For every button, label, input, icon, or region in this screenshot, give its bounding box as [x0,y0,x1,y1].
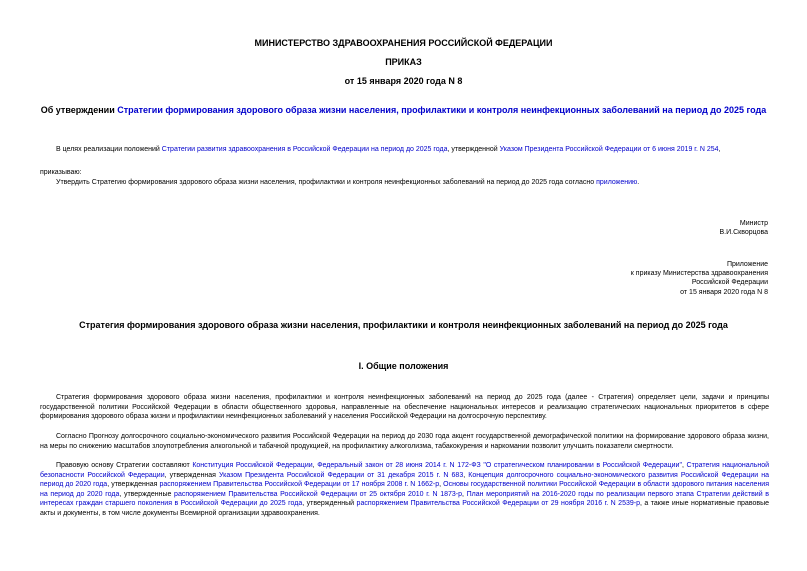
action-plan-link[interactable]: План мероприятий на 2016-2020 годы по реализации первого этапа Стратегии действий в интересах граждан старшего поколения в Российской Федерации до 2025 года [40,490,770,508]
paragraph-2: Согласно Прогнозу долгосрочного социально-экономического развития Российской Федерации на период до 2030 года акцент государственной демографической политики на формирование здорового образа жизни, на меры по снижению масштабов злоупотребления алкогольной и табачной продукцией, на профилактику алкоголизма, табакокурения и наркомании позволит улучшить показатели смертности. [40,433,769,450]
nutrition-policy-link[interactable]: Основы государственной политики Российской Федерации в области здорового питания населения на период до 2020 года [40,481,770,498]
order-text-end: . [637,179,640,186]
health-strategy-link[interactable]: Стратегии развития здравоохранения в Российской Федерации на период до 2025 года [161,146,448,153]
p3-text-8: , утвержденные [119,490,175,498]
p3-text-10: , утвержденный [302,500,357,508]
p3-text-2: , [312,462,318,469]
order-text-body: Утвердить Стратегию формирования здорового образа жизни населения, профилактики и контроля неинфекционных заболеваний на период до 2025 года согласно [56,179,597,186]
p3-text-4: , утвержденная [164,471,219,479]
ministry-heading: МИНИСТЕРСТВО ЗДРАВООХРАНЕНИЯ РОССИЙСКОЙ ФЕДЕРАЦИИ [254,38,553,48]
preamble-text-2: , утвержденной [447,146,500,153]
preamble [56,145,776,154]
order-1662-link[interactable]: распоряжением Правительства Российской Федерации от 17 ноября 2008 г. N 1662-р [159,481,440,489]
order-date-number: от 15 января 2020 года N 8 [344,76,463,86]
preamble-text-3: , [718,146,721,153]
appendix-link[interactable]: приложению [596,179,638,186]
p3-text-6: , утвержденная [107,481,160,489]
presidential-decree-link[interactable]: Указом Президента Российской Федерации от 6 июня 2019 г. N 254 [499,146,719,153]
p3-text-5: , [463,471,469,479]
appendix-line-1: Приложение [726,261,768,268]
appendix-line-3: Российской Федерации [691,279,768,287]
signature-name: В.И.Скворцова [719,229,768,237]
decree-683-link[interactable]: Указом Президента Российской Федерации от 31 декабря 2015 г. N 683 [219,471,464,479]
signature-block [560,219,768,237]
paragraph-3 [40,461,769,519]
order-text [56,178,776,187]
federal-law-link[interactable]: Федеральный закон от 28 июня 2014 г. N 172-ФЗ "О стратегическом планировании в Российской Федерации" [317,462,682,469]
doc-type-heading: ПРИКАЗ [385,57,422,67]
appendix-line-4: от 15 января 2020 года N 8 [680,288,768,296]
order-2539-link[interactable]: распоряжением Правительства Российской Федерации от 29 ноября 2016 г. N 2539-р [356,500,640,508]
p3-text-9: , [462,490,467,498]
strategy-title: Стратегия формирования здорового образа жизни населения, профилактики и контроля неинфекционных заболеваний на период до 2025 года [79,320,728,330]
p3-text-11: , а также иные нормативные правовые акты и документы, в том числе документы Всемирной организации здравоохранения. [40,500,769,517]
strategy-link[interactable]: Стратегии формирования здорового образа жизни населения, профилактики и контроля неинфекционных заболеваний на период до 2025 года [117,105,767,115]
appendix-line-2: к приказу Министерства здравоохранения [630,270,768,278]
appendix-block [560,260,768,297]
section-title: I. Общие положения [358,361,449,371]
order-1873-link[interactable]: распоряжением Правительства Российской Федерации от 25 октября 2010 г. N 1873-р [174,490,463,498]
preamble-text-1: В целях реализации положений [56,146,162,153]
security-strategy-link[interactable]: Стратегия национальной безопасности Российской Федерации [40,462,770,479]
p3-text-3: , [681,462,687,469]
concept-link[interactable]: Концепция долгосрочного социально-экономического развития Российской Федерации на период до 2020 года [40,471,770,489]
paragraph-1: Стратегия формирования здорового образа жизни населения, профилактики и контроля неинфекционных заболеваний на период до 2025 года (далее - Стратегия) определяет цели, задачи и принципы государственной политики Российской Федерации в области общественного здоровья, направленные на обеспечение национальных интересов и реализацию стратегических национальных приоритетов в сфере формирования здорового образа жизни и профилактики неинфекционных заболеваний у населения Российской Федерации на долгосрочную перспективу. [40,394,769,421]
p3-text-7: , [439,481,444,489]
constitution-link[interactable]: Конституция Российской Федерации [192,462,313,469]
signature-position: Министр [739,220,768,227]
p3-text-1: Правовую основу Стратегии составляют [56,462,193,469]
order-title [0,105,807,116]
order-title-prefix: Об утверждении [40,105,118,115]
order-word: приказываю: [40,169,82,176]
